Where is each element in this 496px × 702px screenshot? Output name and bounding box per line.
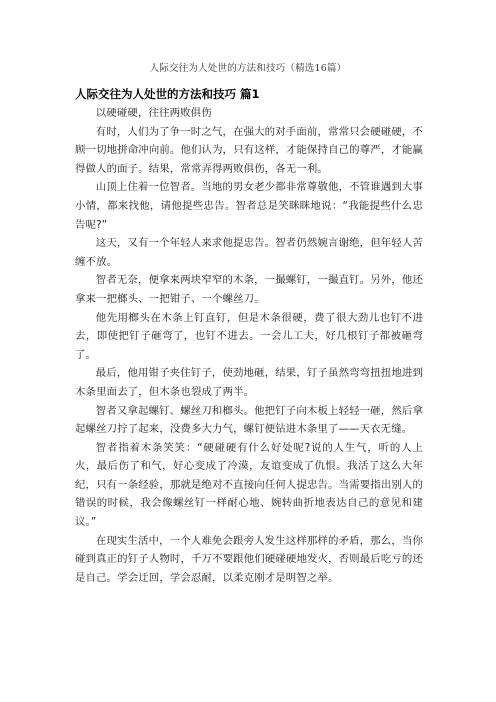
paragraph: 山顶上住着一位智者。当地的男女老少都非常尊敬他，不管谁遇到大事小情，都来找他，请他提些忠告。智者总是笑眯眯地说：“我能提些什么忠告呢?” <box>75 181 423 231</box>
article-body <box>75 86 423 587</box>
paragraph: 在现实生活中，一个人难免会跟旁人发生这样那样的矛盾，那么，当你碰到真正的钉子人物时，千万不要跟他们硬碰硬地发火，否则最后吃亏的还是自己。学会迂回，学会忍耐，以柔克刚才是明智之举。 <box>75 534 423 584</box>
paragraph: 智者指着木条笑笑：“硬碰硬有什么好处呢?说的人生气，听的人上火，最后伤了和气，好心变成了冷漠，友谊变成了仇恨。我活了这么大年纪，只有一条经验，那就是绝对不直接向任何人提忠告。当需要指出别人的错误的时候，我会像螺丝钉一样耐心地、婉转曲折地表达自己的意见和建议。” <box>75 441 423 529</box>
paragraph: 智者又拿起螺钉、螺丝刀和榔头。他把钉子向木板上轻轻一砸，然后拿起螺丝刀拧了起来，没费多大力气，螺钉便钻进木条里了——天衣无缝。 <box>75 404 423 436</box>
article-title: 人际交往为人处世的方法和技巧 篇1 <box>75 87 260 101</box>
paragraph: 智者无奈，便拿来两块窄窄的木条，一撮螺钉，一撮直钉。另外，他还拿来一把榔头、一把钳子、一个螺丝刀。 <box>75 274 423 305</box>
paragraph: 这天，又有一个年轻人来求他提忠告。智者仍然婉言谢绝，但年轻人苦缠不放。 <box>75 237 423 268</box>
paragraph: 有时，人们为了争一时之气，在强大的对手面前，常常只会硬碰硬，不顾一切地拼命冲向前。他们认为，只有这样，才能保持自己的尊严，才能赢得做人的面子。结果，常常弄得两败俱伤，各无一利。 <box>75 125 423 175</box>
article-subtitle: 以硬碰硬，往往两败俱伤 <box>95 107 212 119</box>
running-header: 人际交往为人处世的方法和技巧（精选16篇） <box>149 63 347 74</box>
paragraph: 他先用榔头在木条上钉直钉，但是木条很硬，费了很大劲儿也钉不进去，即使把钉子砸弯了，也钉不进去。一会儿工夫，好几根钉子都被砸弯了。 <box>75 311 423 361</box>
paragraph: 最后，他用钳子夹住钉子，使劲地砸，结果，钉子虽然弯弯扭扭地进到木条里面去了，但木条也裂成了两半。 <box>75 367 423 398</box>
